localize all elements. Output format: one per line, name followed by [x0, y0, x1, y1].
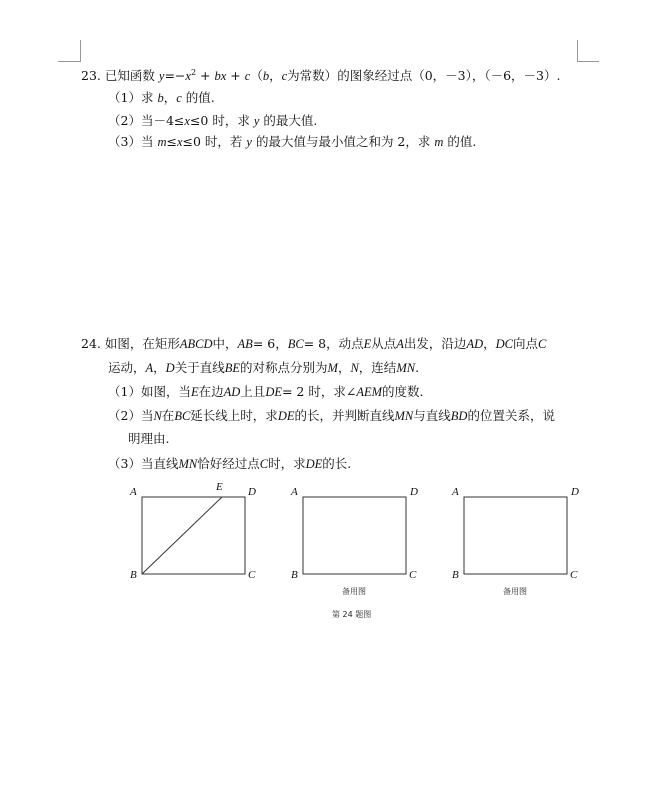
- fig2-caption: 备用图: [342, 587, 366, 596]
- q24-l2-b: 关于直线: [174, 360, 225, 375]
- q24-p1-a: （1）如图，当: [108, 384, 191, 399]
- q23-param-b: b: [262, 69, 270, 84]
- q24-line2: [108, 360, 419, 376]
- q24-l1-ab: AB: [237, 337, 253, 351]
- q24-p3-mn: MN: [178, 457, 198, 471]
- q23-p3-m2: m: [434, 135, 444, 149]
- figure-1: [129, 481, 256, 581]
- fig1-label-e: E: [216, 481, 223, 493]
- q23-p1-post: 的值.: [185, 90, 215, 105]
- q23-p3-pre: （3）当: [108, 134, 154, 149]
- q24-p3-de: DE: [305, 457, 323, 471]
- fig2-rectangle: [303, 497, 406, 574]
- q24-p2-c: 延长线上时，求: [190, 408, 278, 423]
- q24-l1-e2: 向点: [513, 336, 539, 351]
- q23-number: 23.: [81, 68, 101, 84]
- q23-p3-mid2: 的最大值与最小值之和为 2，求: [255, 134, 431, 149]
- crop-mark-top-right-h: [577, 61, 599, 62]
- q24-p3-a: （3）当直线: [108, 456, 179, 471]
- q24-p2-de: DE: [277, 409, 295, 423]
- q24-l2-pa: A: [145, 361, 154, 375]
- fig3-label-b: B: [452, 569, 459, 581]
- figure-3: [451, 486, 579, 596]
- q24-p1-de: DE: [265, 385, 282, 399]
- fig3-caption: 备用图: [503, 587, 527, 596]
- q24-part2: [108, 408, 555, 424]
- q24-p1-e: E: [190, 385, 199, 399]
- q24-l2-c: 的对称点分别为: [240, 360, 328, 375]
- q24-l2-mn: MN: [396, 361, 416, 375]
- q23-p2-mid: ≤0 时，求: [189, 113, 250, 128]
- fig3-rectangle: [464, 497, 567, 574]
- q24-p2-f: 的位置关系，说: [467, 408, 555, 423]
- fig2-label-a: A: [291, 486, 298, 498]
- fig3-label-d: D: [571, 486, 579, 498]
- q24-l2-m: M: [327, 361, 338, 375]
- q23-func-x2: x: [220, 69, 227, 84]
- q24-l1-pa: A: [396, 337, 404, 351]
- fig1-label-b: B: [130, 569, 137, 581]
- q23-func-x: x: [185, 69, 191, 84]
- q23-p2-x: x: [184, 114, 190, 128]
- q23-stem-pre: 已知函数: [104, 68, 155, 84]
- q24-l1-bc: BC: [287, 337, 304, 351]
- q23-p1-c: c: [176, 91, 182, 105]
- fig1-label-a: A: [130, 486, 137, 498]
- q24-l2-comma: ，: [153, 360, 166, 375]
- q24-p1-aem: AEM: [356, 385, 383, 399]
- q24-p1-c: 上且: [240, 384, 266, 399]
- q24-p2-bd: BD: [450, 409, 468, 423]
- q23-paren-note: 为常数）: [287, 68, 338, 84]
- q23-p3-post: 的值.: [447, 134, 477, 149]
- q24-p2-n: N: [153, 409, 162, 423]
- q23-param-c: c: [281, 69, 288, 84]
- q24-l1-abcd: ABCD: [179, 337, 213, 351]
- q23-p3-y: y: [246, 135, 252, 149]
- q23-p3-le: ≤: [166, 134, 177, 149]
- fig1-segment-be: [142, 497, 222, 574]
- q23-p1-b: b: [157, 91, 164, 105]
- q24-p3-d: 时，求: [268, 456, 306, 471]
- crop-mark-top-left: [80, 40, 81, 62]
- q24-l1-pc: C: [538, 337, 547, 351]
- figures-caption: 第 24 题图: [332, 610, 372, 619]
- q24-number: 24.: [81, 336, 101, 351]
- fig2-label-d: D: [410, 486, 418, 498]
- q24-part3: [108, 456, 351, 472]
- q24-p2-b: 在: [161, 408, 175, 423]
- figure-2: [290, 486, 418, 596]
- q24-p3-c: C: [259, 457, 269, 471]
- q24-l2-n: N: [350, 361, 359, 375]
- q23-func-plus1: +: [200, 68, 211, 84]
- q24-p2-d: 的长，并判断直线: [294, 408, 395, 423]
- fig1-rectangle: [142, 497, 245, 574]
- q23-p1-pre: （1）求: [108, 90, 154, 105]
- fig3-label-a: A: [452, 486, 459, 498]
- q24-line1: [81, 336, 546, 352]
- q24-l2-pd: D: [165, 361, 175, 375]
- q24-p3-b: 恰好经过点: [197, 456, 260, 471]
- q23-func-b: b: [214, 69, 221, 84]
- q23-func-c: c: [244, 69, 251, 84]
- q24-p1-b: 在边: [198, 384, 224, 399]
- q23-func-y: y: [158, 69, 165, 84]
- q24-p2-line2: 明理由.: [128, 431, 170, 446]
- q23-stem: [81, 65, 560, 84]
- q23-p1-comma: ，: [163, 90, 177, 105]
- q24-l1-a: 如图，在矩形: [104, 336, 180, 351]
- q24-l1-ad: AD: [466, 337, 484, 351]
- q23-p3-x: x: [176, 135, 183, 149]
- q24-l1-eq8: = 8，动点: [303, 336, 364, 351]
- q23-paren-open: （: [250, 68, 263, 84]
- q23-p3-mid: ≤0 时，若: [182, 134, 243, 149]
- q24-p3-e: 的长.: [322, 456, 352, 471]
- q23-p2-post: 的最大值.: [263, 113, 318, 128]
- q24-l1-e: E: [363, 337, 372, 351]
- q24-p2-bc: BC: [174, 409, 191, 423]
- q23-comma1: ，: [269, 68, 282, 84]
- q24-l1-comma: ，: [483, 336, 496, 351]
- fig2-label-b: B: [291, 569, 298, 581]
- fig1-label-d: D: [248, 486, 256, 498]
- q24-l2-be: BE: [224, 361, 240, 375]
- q23-func-eq: =−: [164, 68, 186, 84]
- q24-l1-eq6: = 6，: [252, 336, 288, 351]
- q23-p3-m: m: [157, 135, 167, 149]
- fig1-label-c: C: [248, 569, 256, 581]
- q24-l1-b: 中，: [212, 336, 238, 351]
- q24-l1-c: 从点: [371, 336, 397, 351]
- q23-p2-pre: （2）当－4≤: [108, 113, 185, 128]
- q24-l2-comma2: ，: [337, 360, 351, 375]
- q24-p2-mn: MN: [394, 409, 414, 423]
- q24-l2-d: ，连结: [358, 360, 397, 375]
- fig2-label-c: C: [409, 569, 417, 581]
- q24-p1-e2: 的度数.: [382, 384, 424, 399]
- q24-l2-a: 运动，: [108, 360, 146, 375]
- q23-func-exp: 2: [190, 68, 197, 77]
- q24-l1-d: 出发，沿边: [403, 336, 467, 351]
- q23-p2-y: y: [253, 114, 260, 128]
- q24-l2-e: .: [415, 360, 420, 375]
- q24-p1-ad: AD: [223, 385, 241, 399]
- q23-part1: [108, 90, 215, 106]
- q24-part2-line2: [128, 431, 169, 447]
- crop-mark-top-left-h: [58, 61, 81, 62]
- fig3-label-c: C: [570, 569, 578, 581]
- q24-part1: [108, 384, 424, 400]
- q24-p2-a: （2）当: [108, 408, 154, 423]
- q23-func-plus2: +: [230, 68, 241, 84]
- q23-stem-post: 的图象经过点（0，－3），（－6，－3）.: [337, 68, 561, 84]
- q23-part2: [108, 113, 317, 129]
- crop-mark-top-right: [577, 40, 578, 62]
- q23-part3: [108, 134, 476, 150]
- q24-p1-d: = 2 时，求∠: [281, 384, 357, 399]
- q24-l1-dc: DC: [495, 337, 513, 351]
- q24-p2-e: 与直线: [413, 408, 451, 423]
